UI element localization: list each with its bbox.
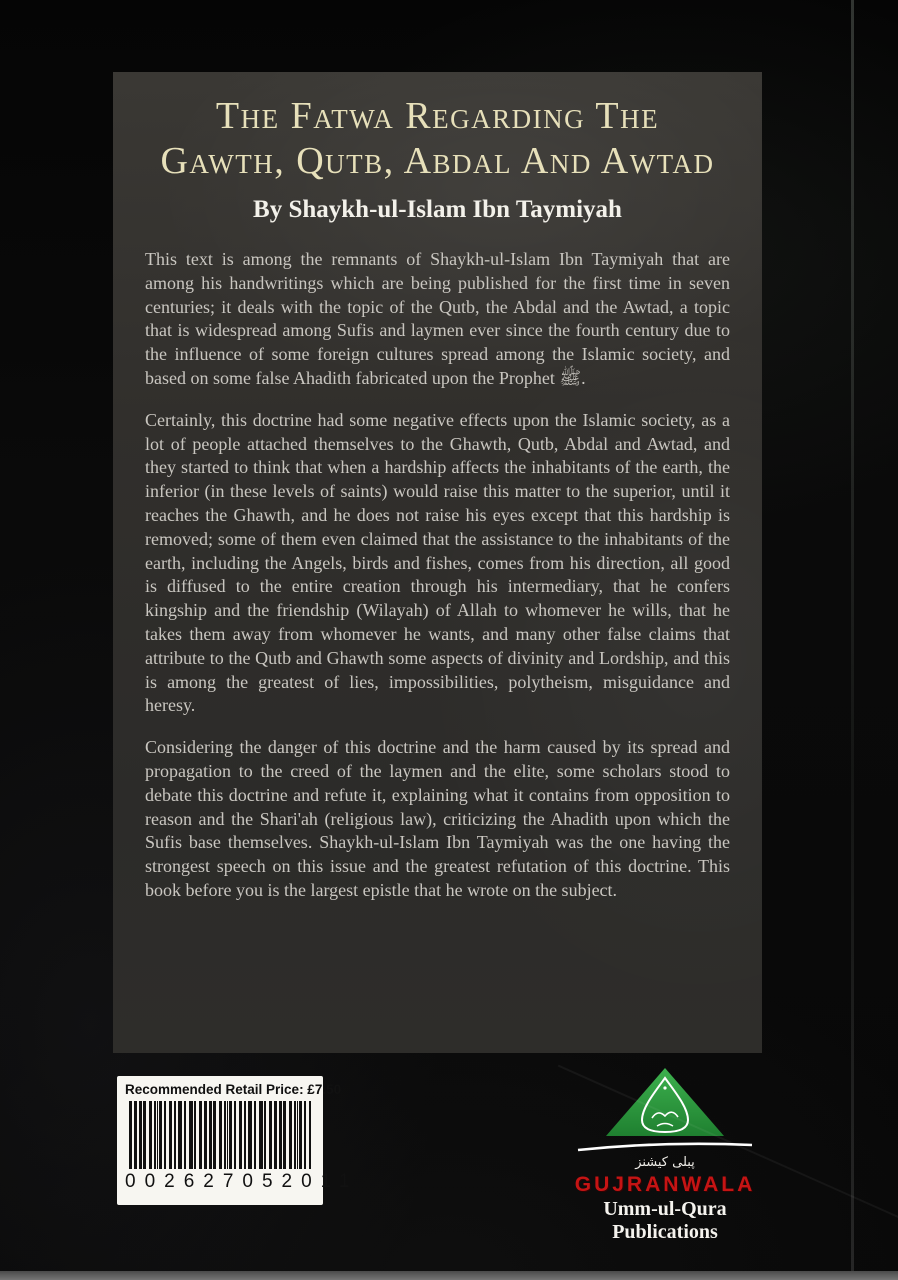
retail-price-label: Recommended Retail Price: £7.50 <box>125 1082 342 1097</box>
description-paragraph-1: This text is among the remnants of Shaykh-ul-Islam Ibn Taymiyah that are among his handwritings which are being published for the first time in seven centuries; it deals with the topic of the Qutb, the Abdal and the Awtad, a topic that is widespread among Sufis and laymen ever since the fourth century due to the influence of some foreign cultures spread among the Islamic society, and based on some false Ahadith fabricated upon the Prophet ﷺ. <box>145 249 730 388</box>
spine-scratch-highlight <box>851 0 854 1280</box>
publisher-subtitle: Umm-ul-Qura Publications <box>603 1198 727 1243</box>
price-barcode-label <box>117 1076 359 1205</box>
book-title <box>145 94 730 184</box>
text-panel <box>113 72 762 1053</box>
publisher-logo <box>558 1066 772 1244</box>
barcode-digits: 002627052011 <box>125 1171 359 1192</box>
description-paragraph-3: Considering the danger of this doctrine and the harm caused by its spread and propagation to the creed of the laymen and the elite, some scholars stood to debate this doctrine and refute it, explaining what it contains from opposition to reason and the Shari'ah (religious law), criticizing the Ahadith upon which the Sufis base themselves. Shaykh-ul-Islam Ibn Taymiyah was the one having the strongest speech on this issue and the greatest refutation of this doctrine. This book before you is the largest epistle that he wrote on the subject. <box>145 737 730 900</box>
publisher-urdu-label: پبلى كيشنز <box>635 1155 695 1170</box>
description-paragraph-2: Certainly, this doctrine had some negative effects upon the Islamic society, as a lot of people attached themselves to the Ghawth, Qutb, Abdal and Awtad, and they started to think that when a hardship affects the inhabitants of the earth, the inferior (in these levels of saints) would raise this matter to the superior, until it reaches the Ghawth, and he does not raise his eyes except that this hardship is removed; some of them even claimed that the assistance to the inhabitants of the earth, including the Angels, birds and fishes, comes from his direction, all good is diffused to the entire creation through his intermediary, that he confers kingship and the friendship (Wilayah) of Allah to whomever he wills, that he takes them away from whomever he wants, and many other false claims that attribute to the Qutb and Ghawth some aspects of divinity and Lordship, and this is among the greatest of lies, impossibilities, polytheism, misguidance and heresy. <box>145 409 730 716</box>
author-byline: By Shaykh-ul-Islam Ibn Taymiyah <box>253 196 622 223</box>
publisher-name: GUJRANWALA <box>574 1173 756 1196</box>
scan-edge-strip <box>0 1271 898 1280</box>
book-title-line2: Gawth, Qutb, Abdal And Awtad <box>160 140 715 182</box>
book-title-line1: The Fatwa Regarding The <box>215 95 660 137</box>
barcode-icon <box>129 1101 311 1169</box>
